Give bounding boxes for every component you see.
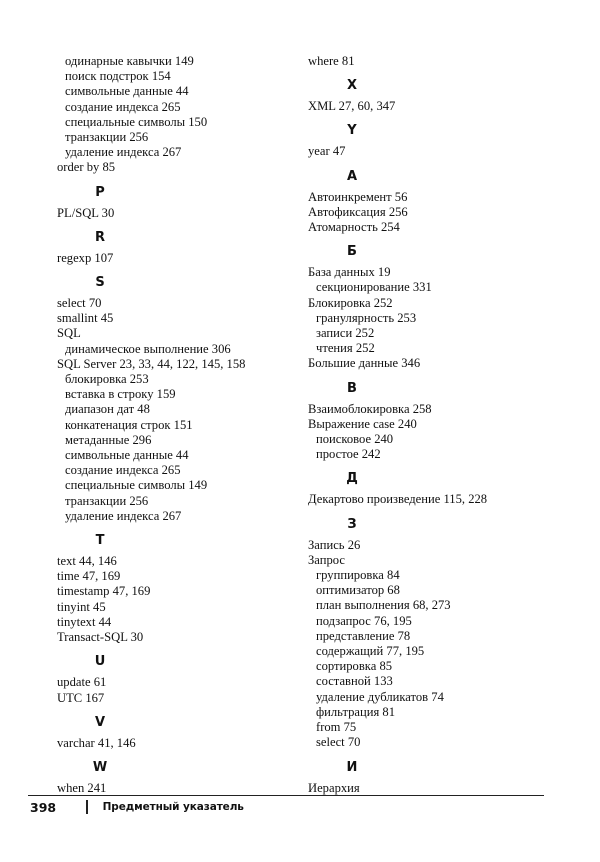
index-entry: Выражение case 240 bbox=[308, 416, 417, 431]
index-entry: update 61 bbox=[57, 675, 107, 690]
index-letter-heading: Y bbox=[347, 123, 357, 139]
index-entry: UTC 167 bbox=[57, 690, 105, 705]
running-head: Предметный указатель bbox=[102, 801, 244, 813]
index-subentry: специальные символы 150 bbox=[65, 114, 208, 129]
index-subentry: гранулярность 253 bbox=[316, 310, 417, 325]
index-entry: Декартово произведение 115, 228 bbox=[308, 492, 488, 507]
index-column-right bbox=[308, 54, 558, 796]
index-entry: Иерархия bbox=[308, 780, 360, 795]
index-entry: Блокировка 252 bbox=[308, 295, 393, 310]
index-entry: tinyint 45 bbox=[57, 599, 106, 614]
index-entry: База данных 19 bbox=[308, 265, 391, 280]
index-letter-heading: Д bbox=[346, 471, 358, 487]
index-subentry: одинарные кавычки 149 bbox=[65, 54, 194, 68]
index-entry: select 70 bbox=[57, 296, 102, 311]
index-entry: smallint 45 bbox=[57, 311, 114, 326]
index-entry: Большие данные 346 bbox=[308, 356, 421, 371]
index-entry: Запись 26 bbox=[308, 537, 361, 552]
index-letter-heading: W bbox=[92, 759, 108, 775]
index-subentry: представление 78 bbox=[316, 628, 411, 643]
page-footer bbox=[30, 798, 244, 816]
index-subentry: секционирование 331 bbox=[316, 280, 432, 295]
index-subentry: транзакции 256 bbox=[65, 130, 149, 145]
index-entry: Запрос bbox=[308, 552, 345, 567]
index-entry: Автофиксация 256 bbox=[308, 204, 408, 219]
index-subentry: чтения 252 bbox=[316, 341, 375, 356]
page-number: 398 bbox=[30, 799, 57, 815]
index-entry: year 47 bbox=[308, 144, 346, 159]
index-letter-heading: Б bbox=[347, 244, 357, 260]
index-subentry: создание индекса 265 bbox=[65, 463, 181, 478]
footer-rule bbox=[28, 795, 544, 796]
index-subentry: сортировка 85 bbox=[316, 659, 393, 674]
index-entry: where 81 bbox=[308, 54, 355, 68]
index-entry: Атомарность 254 bbox=[308, 220, 400, 235]
index-entry: Автоинкремент 56 bbox=[308, 189, 408, 204]
index-subentry: поиск подстрок 154 bbox=[65, 69, 171, 84]
index-letter-heading: И bbox=[346, 759, 358, 775]
index-subentry: составной 133 bbox=[316, 674, 393, 689]
index-subentry: символьные данные 44 bbox=[65, 448, 189, 463]
index-letter-heading: P bbox=[95, 184, 105, 200]
index-entry: SQL Server 23, 33, 44, 122, 145, 158 bbox=[57, 356, 246, 371]
index-entry: timestamp 47, 169 bbox=[57, 584, 151, 599]
index-subentry: содержащий 77, 195 bbox=[316, 644, 425, 659]
index-entry: varchar 41, 146 bbox=[57, 735, 136, 750]
index-entry: PL/SQL 30 bbox=[57, 205, 115, 220]
index-entry: order by 85 bbox=[57, 160, 116, 175]
index-subentry: вставка в строку 159 bbox=[65, 387, 176, 402]
index-entry: SQL bbox=[57, 326, 81, 341]
index-subentry: удаление индекса 267 bbox=[65, 145, 182, 160]
index-entry: XML 27, 60, 347 bbox=[308, 99, 396, 114]
index-letter-heading: S bbox=[95, 275, 105, 291]
index-letter-heading: U bbox=[94, 654, 106, 670]
index-subentry: простое 242 bbox=[316, 447, 381, 462]
index-subentry: удаление дубликатов 74 bbox=[316, 689, 444, 704]
index-subentry: from 75 bbox=[316, 720, 357, 735]
index-letter-heading: R bbox=[94, 229, 105, 245]
index-letter-heading: T bbox=[95, 533, 105, 549]
index-subentry: диапазон дат 48 bbox=[65, 402, 150, 417]
index-subentry: фильтрация 81 bbox=[316, 704, 396, 719]
index-subentry: транзакции 256 bbox=[65, 493, 149, 508]
index-subentry: динамическое выполнение 306 bbox=[65, 341, 231, 356]
index-subentry: группировка 84 bbox=[316, 568, 400, 583]
index-entry: Взаимоблокировка 258 bbox=[308, 401, 432, 416]
index-subentry: select 70 bbox=[316, 735, 361, 750]
index-subentry: подзапрос 76, 195 bbox=[316, 613, 412, 628]
index-letter-heading: X bbox=[346, 78, 358, 94]
index-subentry: специальные символы 149 bbox=[65, 478, 208, 493]
index-entry: Transact-SQL 30 bbox=[57, 630, 144, 645]
index-letter-heading: В bbox=[347, 380, 357, 396]
index-subentry: создание индекса 265 bbox=[65, 99, 181, 114]
index-subentry: блокировка 253 bbox=[65, 372, 149, 387]
index-letter-heading: V bbox=[94, 714, 106, 730]
index-subentry: удаление индекса 267 bbox=[65, 508, 182, 523]
index-subentry: метаданные 296 bbox=[65, 432, 152, 447]
index-entry: regexp 107 bbox=[57, 250, 114, 265]
index-column-left bbox=[57, 54, 297, 796]
footer-divider bbox=[86, 800, 88, 814]
index-entry: when 241 bbox=[57, 780, 107, 795]
index-letter-heading: З bbox=[347, 516, 357, 532]
index-subentry: оптимизатор 68 bbox=[316, 583, 400, 598]
index-subentry: конкатенация строк 151 bbox=[65, 417, 193, 432]
index-entry: text 44, 146 bbox=[57, 554, 117, 569]
index-subentry: поисковое 240 bbox=[316, 432, 394, 447]
index-entry: tinytext 44 bbox=[57, 614, 112, 629]
index-subentry: символьные данные 44 bbox=[65, 84, 189, 99]
index-subentry: план выполнения 68, 273 bbox=[316, 598, 451, 613]
index-entry: time 47, 169 bbox=[57, 569, 121, 584]
index-subentry: записи 252 bbox=[316, 326, 375, 341]
index-letter-heading: А bbox=[346, 168, 358, 184]
